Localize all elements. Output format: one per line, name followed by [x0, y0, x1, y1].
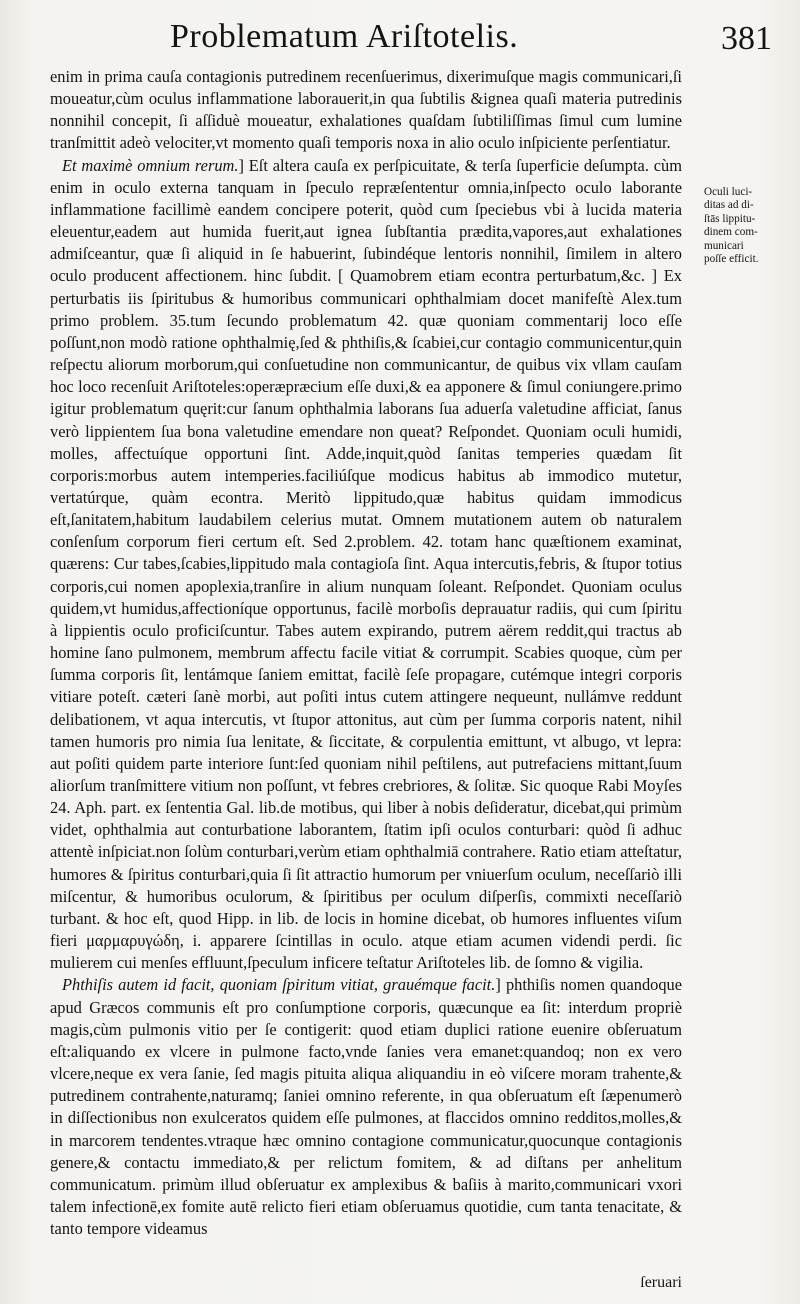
page-number: 381: [721, 20, 772, 57]
marginal-note: [704, 186, 798, 266]
paragraph-1: [50, 66, 682, 155]
marginal-note-line: municari: [704, 239, 744, 252]
marginal-note-line: ditas ad di-: [704, 199, 754, 212]
catchword: ſeruari: [640, 1274, 682, 1291]
page-header: [0, 14, 800, 70]
paragraph-2-lemma: Et maximè omnium rerum.: [62, 155, 239, 175]
paragraph-3-lemma: Phthiſis autem id facit, quoniam ſpiritum vitiat, grauémque facit.: [62, 975, 496, 995]
main-text-block: [50, 66, 682, 1240]
paragraph-3: [50, 974, 682, 1240]
paragraph-3-text: ] phthiſis nomen quandoque apud Græcos communis eſt pro conſumptione corporis, quæcunque ea ſit: interdum propriè magis,cùm pulmonis vitio per ſe contigerit: quod etiam duplici ratione euenire obſeruatum eſt:aliquando ex vlcere in pulmone facto,vnde ſanies vera emanet:quandoq; non ex vero vlcere,neque ex vera ſanie, ſed magis pituita aliqua aliquandiu in eò viſcere moram trahente,& putredinem contrahente,naturamq; ſaniei omnino referente, in qua obſeruatum eſt ſæpenumerò in diſſectionibus non exulceratos quidem eſſe pulmones, at flaccidos omnino redditos,molles,& in marcorem tendentes.vtraque hæc omnino contagione communicatur,quocunque contagionis genere,& contactu immediato,& per relictum fomitem, & ad diſtans per anhelitum communicatum. primùm illud obſeruatur ex amplexibus & baſiis à marito,communicari vxori talem infectionē,ex fomite autē relicto fieri etiam obſeruamus quotidie, cum tanta tenacitate, & tanto tempore videamus: [50, 975, 682, 1239]
running-title: Problematum Ariſtotelis.: [170, 18, 519, 55]
paragraph-1-text: enim in prima cauſa contagionis putredinem recenſuerimus, dixerimuſque magis communicari,ſi moueatur,cùm oculus inflammatione laborauerit,in qua ſubtilis &ignea quaſi materia putredinis nonnihil concepit, ſi aſſiduè moueatur, exhalationes quaſdam ſubtiliſſimas ſimul cum lumine tranſmittit adeò velociter,vt momento quaſi temporis noxa in alio oculo inſpiciente perſentiatur.: [50, 67, 682, 153]
paragraph-2: [50, 155, 682, 975]
marginal-note-line: Oculi luci-: [704, 186, 753, 198]
marginal-note-line: poſſe efficit.: [704, 253, 759, 266]
paragraph-2-text: ] Eſt altera cauſa ex perſpicuitate, & terſa ſuperficie deſumpta. cùm enim in oculo externa tanquam in ſpeculo repræſententur omnia,inſpecto oculo laborante inflammatione facillimè eandem concipere poterit, quòd cum ſpeciebus vbi à lucida materia eleuentur,eadem aut humida fuerit,aut ignea ſubſtantia prædita,vapores,aut exhalationes admiſceantur, quæ ſi aliquid in ſe habuerint, ſubindéque lentoris nonnihil, ſimilem in altero oculo producent affectionem. hinc ſubdit. [ Quamobrem etiam econtra perturbatum,&c. ] Ex perturbatis iis ſpiritubus & humoribus communicari ophthalmiam docet manifeſtè Alex.tum primo problem. 35.tum ſecundo problematum 42. quæ quoniam commentarij loco eſſe poſſunt,non modò ratione ophthalmię,ſed & phthiſis,& ſcabiei,cur contagio communicentur,quin reſpectu aliorum morborum,qui conſuetudine non communicantur, de quibus vix vllam cauſam hoc loco recenſuit Ariſtoteles:operæpræcium eſſe duxi,& ea apponere & ſimul coniungere.primo igitur problematum quęrit:cur ſanum ophthalmia laborans ſua aduerſa valetudine afficiat, ſanus verò lippientem ſua bona valetudine emendare non queat? Reſpondet. Quoniam oculi humidi, molles, affectuíque opportuni ſint. Adde,inquit,quòd ſanitas temperies quædam ſit corporis:morbus autem intemperies.faciliúſque modicus habitus ab immodico mutetur, vertatúrque, quàm econtra. Meritò lippitudo,quæ habitus quidam immodicus eſt,ſanitatem,habitum laudabilem celerius mutat. Omnem mutationem autem ob naturalem conſenſum corporum fieri certum eſt. Sed 2.problem. 42. totam hanc quæſtionem examinat, quærens: Cur tabes,ſcabies,lippitudo mala contagioſa ſint. Aqua intercutis,febris, & ſtupor totius corporis,cui nomen apoplexia,tranſire in alium nunquam ſoleant. Reſpondet. Quoniam oculus quidem,vt humidus,affectioníque opportunus, facilè morboſis deprauatur radiis, qui cum ſpiritu à lippientis oculo proficiſcuntur. Tabes autem expirando, putrem aërem reddit,qui tractus ab homine ſano pulmonem, membrum affectu facile vitiat & corrumpit. Scabies quoque, cùm per ſumma corporis ſit, lentámque ſaniem emittat, facilè ſeſe propagare, cutémque integri corporis vitiare poteſt. cæteri ſanè morbi, aut poſiti intus cutem attingere nequeunt, nullámve reddunt delibationem, vt aqua intercutis, vt ſtupor attonitus, aut cùm per ſumma corporis natent, nihil tamen humoris pro nimia ſua lenitate, & ſiccitate, & corpulentia emittunt, vt albugo, vt lepra: aut poſiti quidem parte interiore ſunt:ſed quoniam nihil peſtilens, aut putrefaciens mittant,ſuum aliorſum tranſmittere vitium non poſſunt, vt febres crebriores, & ſolitæ. Sic quoque Rabi Moyſes 24. Aph. part. ex ſententia Gal. lib.de motibus, qui liber à nobis deſideratur, dicebat,qui primùm videt, ophthalmia aut conturbatione laborantem, ſtatim ipſi oculos conturbari: quòd ſi adhuc attentè inſpiciat.non ſolùm conturbari,verùm etiam ophthalmiā contrahere. Ratio etiam atteſtatur, humores & ſpiritus conturbari,quia ſi ſit attractio humorum per vniuerſum oculum, neceſſariò illi miſcentur, & humoribus oculorum, & ſpiritibus per oculum diſperſis, commixti neceſſariò turbant. & hoc eſt, quod Hipp. in lib. de locis in homine dicebat, ob humores influentes viſum fieri μαρμαρυγώδη, i. apparere ſcintillas in oculo. atque etiam acumen videndi perdi. ſic mulierem cui menſes effluunt,ſpeculum inficere teſtatur Ariſtoteles lib. de ſomno & vigilia.: [50, 155, 682, 973]
marginal-note-line: ſtās lippitu-: [704, 212, 756, 225]
marginal-note-line: dinem com-: [704, 226, 758, 239]
